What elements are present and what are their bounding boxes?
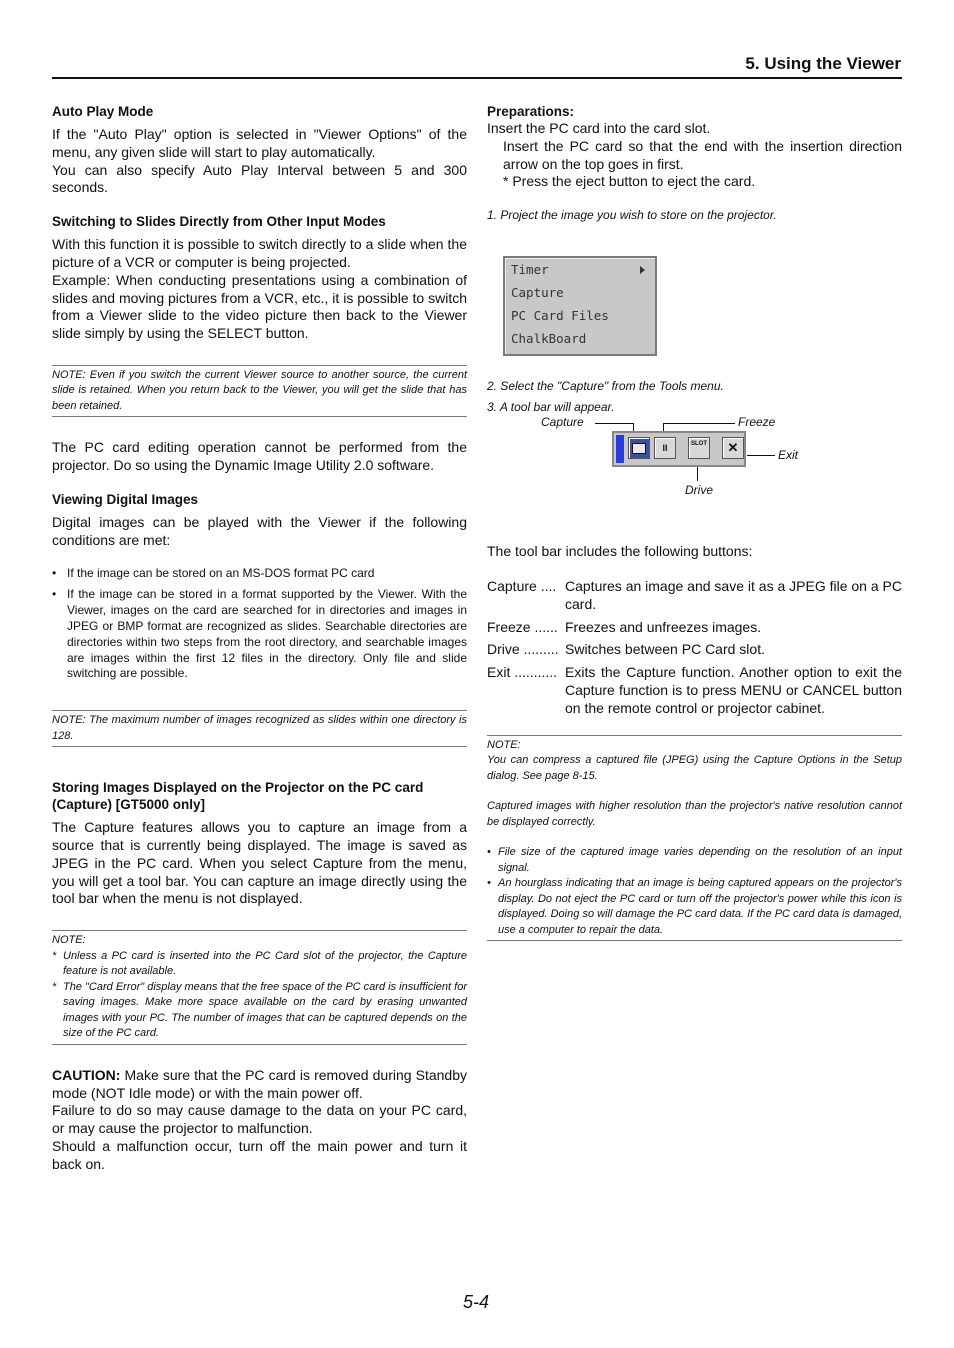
note-item-text: An hourglass indicating that an image is being captured appears on the projector's display. Do not eject the PC card or turn off the projector's power while this icon is displayed. Doing so will damage the PC card data. If the PC card data is damaged, use a computer to repair the data. <box>498 877 902 936</box>
toolbar-intro: The tool bar includes the following buttons: <box>487 543 753 560</box>
switching-example: Example: When conducting presentations using a combination of slides and moving pictures from a VCR, etc., it is possible to switch from a Viewer slide to the video picture then back to the Viewer slide simply by using the SELECT button. <box>52 271 467 342</box>
note-max-images <box>52 710 467 747</box>
switching-text: With this function it is possible to switch directly to a slide when the picture of a VCR or computer is being projected. <box>52 236 467 270</box>
menu-item-label: ChalkBoard <box>511 331 587 347</box>
table-row <box>487 664 902 722</box>
exit-callout: Exit <box>778 448 799 463</box>
button-description: Exits the Capture function. Another option to exit the Capture function is to press MENU or CANCEL button on the remote control or projector cabinet. <box>565 664 902 716</box>
note-item-text: The "Card Error" display means that the free space of the PC card is insufficient for saving images. Make more space available on the card by erasing unwanted images with your PC. The number of images that can be captured depends on the size of the PC card. <box>63 980 467 1040</box>
note-item-text: File size of the captured image varies depending on the resolution of an input signal. <box>498 846 902 874</box>
note-capture-label: NOTE: <box>52 934 86 947</box>
pc-card-editing-text: The PC card editing operation cannot be performed from the projector. Do so using the Dynamic Image Utility 2.0 software. <box>52 439 467 474</box>
note-item <box>52 949 467 980</box>
step-3: 3. A tool bar will appear. <box>487 400 615 415</box>
freeze-leader-line <box>663 423 735 424</box>
storing-heading: Storing Images Displayed on the Projector on the PC card (Capture) [GT5000 only] <box>52 780 424 813</box>
note-item <box>487 845 902 876</box>
exit-leader-line <box>747 455 775 456</box>
header-rule <box>52 77 902 79</box>
capture-leader-line <box>595 423 633 424</box>
auto-play-text: If the "Auto Play" option is selected in "Viewer Options" of the menu, any given slide will start to play automatically. <box>52 126 467 160</box>
left-column <box>52 103 467 1174</box>
menu-item-label: PC Card Files <box>511 308 609 324</box>
button-name: Drive ......... <box>487 641 559 658</box>
caution-malfunction-text: Should a malfunction occur, turn off the main power and turn it back on. <box>52 1137 467 1172</box>
close-icon: ✕ <box>727 440 739 456</box>
note-slide-retained <box>52 365 467 418</box>
table-row <box>487 619 902 642</box>
page-header-title: 5. Using the Viewer <box>745 54 901 73</box>
asterisk-mark: * <box>52 980 57 993</box>
note-item-text: Unless a PC card is inserted into the PC Card slot of the projector, the Capture feature is not available. <box>63 949 467 978</box>
camera-icon <box>632 443 646 454</box>
drive-callout: Drive <box>685 483 714 498</box>
menu-item-chalkboard[interactable] <box>505 327 655 350</box>
button-description: Switches between PC Card slot. <box>565 641 765 658</box>
preparations-detail: Insert the PC card so that the end with the insertion direction arrow on the top goes in first. <box>503 137 902 172</box>
button-name: Freeze ...... <box>487 618 558 635</box>
note-compression-label: NOTE: <box>487 738 521 751</box>
list-item-text: If the image can be stored on an MS-DOS format PC card <box>67 565 375 580</box>
storing-text: The Capture features allows you to capture an image from a source that is currently being displayed. The image is saved as JPEG in the PC card. When you select Capture from the menu, you will get a tool bar. You can capture an image directly using the tool bar when the menu is not displayed. <box>52 819 467 907</box>
page-number: 5-4 <box>463 1292 490 1312</box>
toolbar-figure <box>487 415 902 511</box>
step-1: 1. Project the image you wish to store on the projector. <box>487 208 777 223</box>
tools-menu <box>503 256 657 356</box>
bullet-mark: • <box>487 877 491 890</box>
caution-text <box>52 1067 467 1103</box>
eject-instruction: * Press the eject button to eject the card. <box>503 173 756 190</box>
viewing-heading: Viewing Digital Images <box>52 492 199 508</box>
note-compression-text: You can compress a captured file (JPEG) using the Capture Options in the Setup dialog. See page 8-15. <box>487 754 902 782</box>
pause-icon: II <box>662 443 668 454</box>
bullet-mark: • <box>52 587 57 602</box>
list-item-text: If the image can be stored in a format supported by the Viewer. With the Viewer, images on the card are searched for in directories and images in JPEG or BMP format are recognized as slides. Searchable directories are directories within two steps from the root directory, and searchable images are images within the first 12 files in the directory. Only file and slide switching are possible. <box>67 587 467 681</box>
asterisk-mark: * <box>52 949 57 962</box>
caution-body: Make sure that the PC card is removed during Standby mode (NOT Idle mode) or with the main power off. <box>52 1066 467 1101</box>
caution-failure-text: Failure to do so may cause damage to the data on your PC card, or may cause the projector to malfunction. <box>52 1102 467 1137</box>
preparations-line: Insert the PC card into the card slot. <box>487 120 711 136</box>
table-row <box>487 641 902 664</box>
auto-play-heading: Auto Play Mode <box>52 104 154 119</box>
button-name: Capture .... <box>487 577 557 594</box>
slot-icon: SLOT <box>691 441 707 448</box>
preparations-heading: Preparations: <box>487 104 575 119</box>
drive-button[interactable] <box>688 437 710 459</box>
toolbar-buttons-table <box>487 578 902 723</box>
list-item <box>52 566 467 582</box>
submenu-arrow-icon <box>640 266 645 274</box>
caution-label: CAUTION: <box>52 1066 121 1083</box>
button-name: Exit ........... <box>487 664 558 681</box>
viewing-intro: Digital images can be played with the Viewer if the following conditions are met: <box>52 514 467 548</box>
menu-item-timer[interactable] <box>505 258 655 281</box>
menu-item-capture[interactable] <box>505 281 655 304</box>
note-item <box>52 980 467 1042</box>
button-description: Freezes and unfreezes images. <box>565 618 762 635</box>
capture-callout: Capture <box>541 415 584 430</box>
auto-play-interval-text: You can also specify Auto Play Interval between 5 and 300 seconds. <box>52 161 467 196</box>
table-row <box>487 578 902 619</box>
exit-button[interactable] <box>722 437 744 459</box>
note-resolution-text: Captured images with higher resolution than the projector's native resolution cannot be displayed correctly. <box>487 800 902 828</box>
step-2: 2. Select the "Capture" from the Tools menu. <box>487 379 724 394</box>
bullet-mark: • <box>52 565 57 580</box>
right-column <box>487 103 902 941</box>
note-slide-retained-text: NOTE: Even if you switch the current Viewer source to another source, the current slide is retained. When you return back to the Viewer, you will get the slide that has been retained. <box>52 368 467 412</box>
capture-toolbar <box>612 431 746 467</box>
freeze-callout: Freeze <box>738 415 776 430</box>
note-item <box>487 876 902 938</box>
button-description: Captures an image and save it as a JPEG file on a PC card. <box>565 577 902 612</box>
capture-button[interactable] <box>628 437 650 459</box>
menu-item-label: Timer <box>511 262 549 278</box>
note-capture <box>52 930 467 1045</box>
menu-item-label: Capture <box>511 285 564 301</box>
note-compression <box>487 735 902 942</box>
freeze-button[interactable] <box>654 437 676 459</box>
note-max-images-text: NOTE: The maximum number of images recognized as slides within one directory is 128. <box>52 714 467 742</box>
viewing-conditions-list <box>52 566 467 683</box>
switching-heading: Switching to Slides Directly from Other Input Modes <box>52 214 386 230</box>
toolbar-grip <box>616 435 624 463</box>
menu-item-pc-card-files[interactable] <box>505 304 655 327</box>
bullet-mark: • <box>487 846 491 859</box>
list-item <box>52 587 467 682</box>
